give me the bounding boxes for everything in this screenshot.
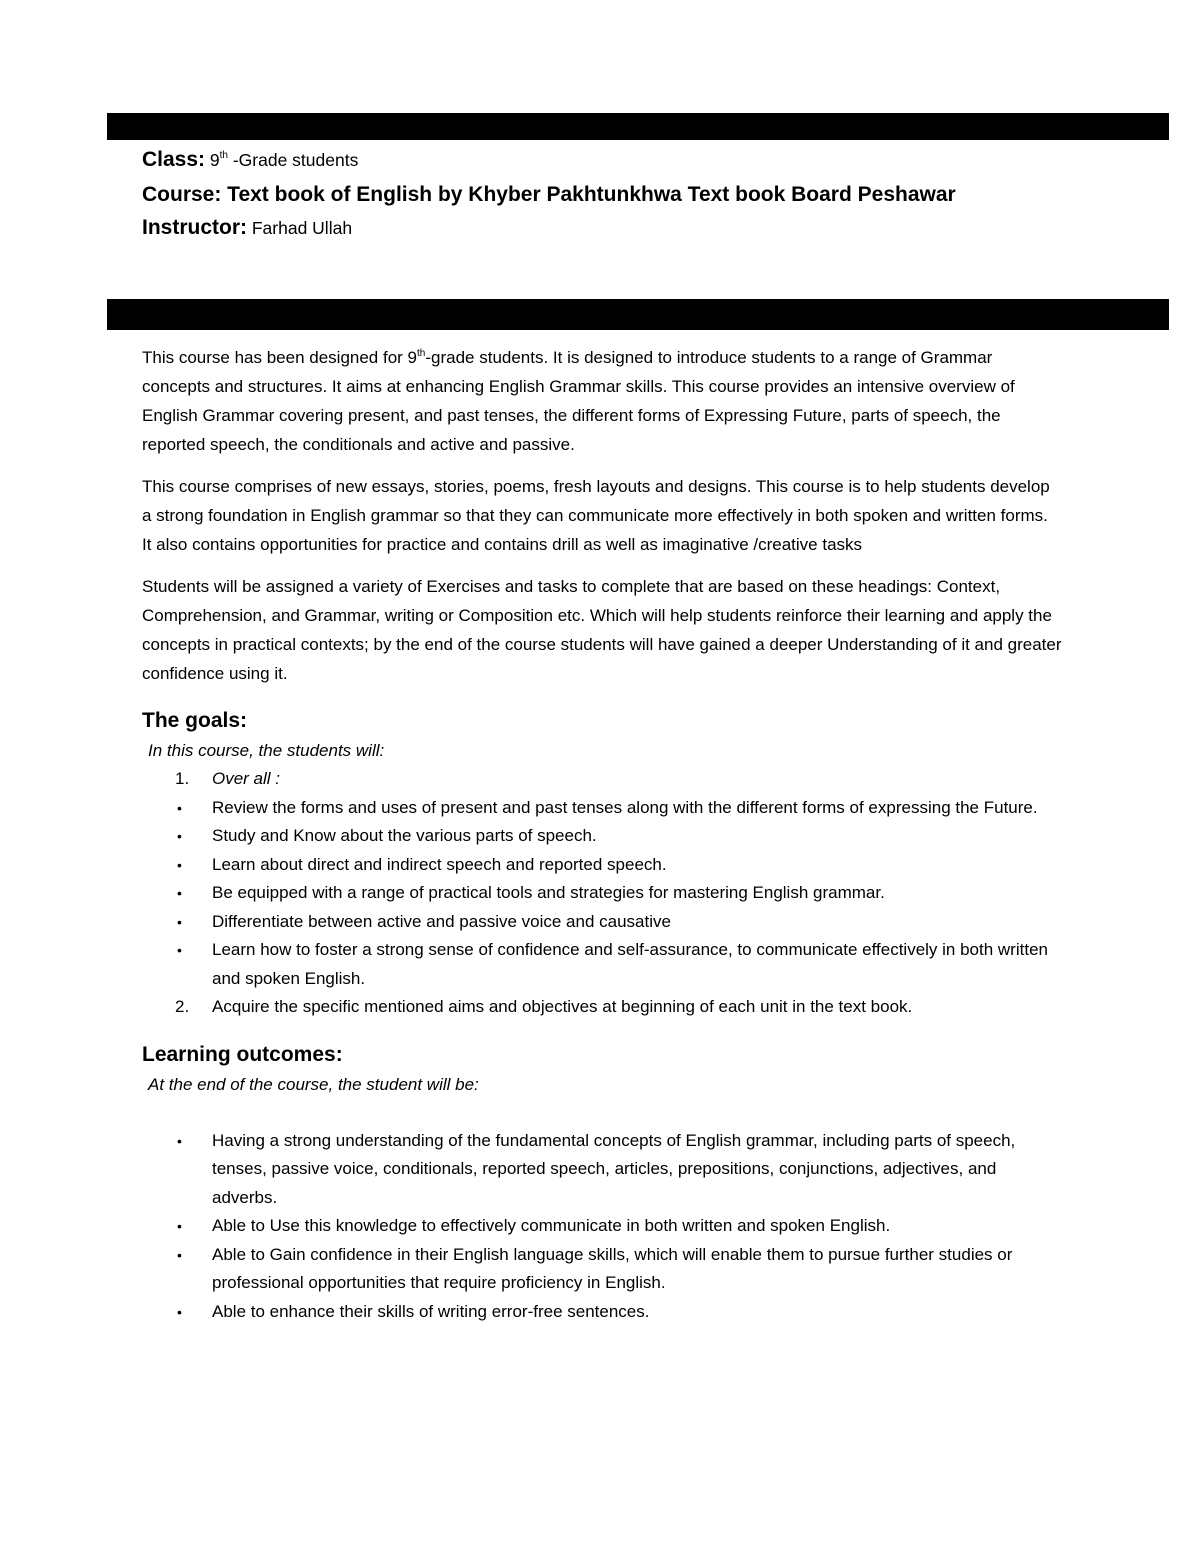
class-value: -Grade students [227, 150, 359, 170]
outcomes-bullet-item [142, 1241, 1062, 1298]
goals-numbered-item-1 [142, 765, 1062, 794]
goals-bullet-item [142, 936, 1062, 993]
paragraph-1-text-b: -grade students. It is designed to introduce students to a range of Grammar concepts and structures. It aims at enhancing English Grammar skills. This course provides an intensive overview of English Grammar covering present, and past tenses, the different forms of Expressing Future, parts of speech, the reported speech, the conditionals and active and passive. [142, 348, 1015, 454]
blank-line [142, 1099, 1062, 1127]
paragraph-1-text-a: This course has been designed for 9 [142, 348, 418, 367]
bullet-icon: • [177, 1218, 182, 1234]
goals-heading: The goals: [142, 709, 248, 732]
instructor-label: Instructor: [142, 216, 247, 239]
description-paragraph-2: This course comprises of new essays, stories, poems, fresh layouts and designs. This course is to help students develop a strong foundation in English grammar so that they can communicate more effectively in both spoken and written forms. It also contains opportunities for practice and contains drill as well as imaginative /creative tasks [142, 477, 1050, 554]
goals-bullet-item [142, 908, 1062, 937]
outcomes-bullet-item [142, 1212, 1062, 1241]
header-black-bar [107, 113, 1169, 140]
outcomes-bullet-item [142, 1298, 1062, 1327]
bullet-icon: • [177, 828, 182, 844]
bullet-icon: • [177, 885, 182, 901]
instructor-line [142, 211, 956, 246]
outcomes-heading: Learning outcomes: [142, 1042, 343, 1066]
list-item-text: Able to Gain confidence in their English language skills, which will enable them to pursue further studies or professional opportunities that require proficiency in English. [212, 1244, 1013, 1292]
goals-intro: In this course, the students will: [148, 741, 385, 760]
bullet-icon: • [177, 913, 182, 930]
bullet-icon: • [177, 799, 182, 816]
class-number: 9 [209, 150, 220, 170]
bullet-icon: • [177, 942, 182, 958]
list-item-text: Review the forms and uses of present and past tenses along with the different forms of expressing the Future. [212, 797, 1038, 817]
number-marker: 2. [175, 997, 190, 1016]
description-paragraph-1 [142, 343, 1062, 459]
instructor-name: Farhad Ullah [247, 218, 353, 238]
list-item-text: Differentiate between active and passive voice and causative [212, 911, 671, 931]
course-meta [142, 143, 956, 246]
list-item-text: Able to enhance their skills of writing error-free sentences. [212, 1301, 650, 1321]
list-item-text: Over all : [212, 769, 281, 788]
bullet-icon: • [177, 1303, 182, 1320]
list-item-text: Having a strong understanding of the fundamental concepts of English grammar, including parts of speech, tenses, passive voice, conditionals, reported speech, articles, prepositions, conjunctions, adjectives, and adverbs. [212, 1130, 1016, 1207]
goals-bullet-item [142, 822, 1062, 851]
paragraph-1-superscript: th [417, 348, 426, 359]
class-label: Class: [142, 148, 206, 171]
list-item-text: Be equipped with a range of practical tools and strategies for mastering English grammar. [212, 883, 885, 902]
outcomes-bullet-item [142, 1127, 1062, 1213]
bullet-icon: • [177, 1132, 182, 1149]
list-item-text: Learn about direct and indirect speech and reported speech. [212, 854, 667, 874]
goals-numbered-item-2 [142, 993, 1062, 1022]
goals-bullet-item [142, 851, 1062, 880]
description-paragraph-3: Students will be assigned a variety of Exercises and tasks to complete that are based on these headings: Context, Comprehension, and Grammar, writing or Composition etc. Which will help students reinforce their learning and apply the concepts in practical contexts; by the end of the course students will have gained a deeper Understanding of it and greater confidence using it. [142, 577, 1062, 683]
section-black-bar [107, 299, 1169, 330]
list-item-text: Able to Use this knowledge to effectively communicate in both written and spoken English. [212, 1216, 891, 1235]
class-suffix: th [219, 150, 228, 161]
bullet-icon: • [177, 856, 182, 873]
bullet-icon: • [177, 1246, 182, 1263]
list-item-text: Learn how to foster a strong sense of confidence and self-assurance, to communicate effectively in both written and spoken English. [212, 940, 1048, 988]
outcomes-intro: At the end of the course, the student will be: [148, 1074, 479, 1094]
course-description [142, 343, 1062, 1326]
goals-bullet-item [142, 879, 1062, 908]
class-line [142, 143, 956, 178]
number-marker: 1. [175, 769, 190, 788]
course-line: Course: Text book of English by Khyber Pakhtunkhwa Text book Board Peshawar [142, 183, 956, 206]
list-item-text: Acquire the specific mentioned aims and objectives at beginning of each unit in the text book. [212, 997, 913, 1016]
list-item-text: Study and Know about the various parts of speech. [212, 826, 597, 845]
goals-bullet-item [142, 794, 1062, 823]
